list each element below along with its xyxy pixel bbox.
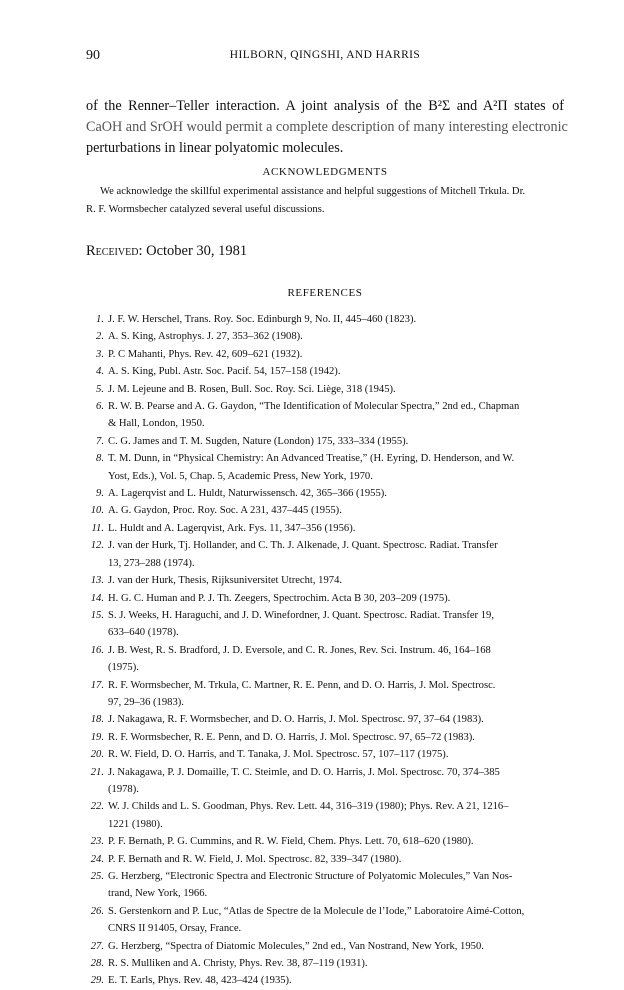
body-line: of the Renner–Teller interaction. A joint analysis of the B²Σ and A²Π states of bbox=[86, 98, 564, 114]
reference-number: 11. bbox=[91, 522, 104, 534]
reference-text-line: S. J. Weeks, H. Haraguchi, and J. D. Winefordner, J. Quant. Spectrosc. Radiat. Transfer 19, bbox=[108, 609, 494, 621]
reference-text-line: J. van der Hurk, Thesis, Rijksuniversitet Utrecht, 1974. bbox=[108, 575, 343, 587]
reference-item bbox=[86, 798, 564, 833]
body-paragraph bbox=[86, 96, 568, 159]
reference-text-line: R. W. Field, D. O. Harris, and T. Tanaka, J. Mol. Spectrosc. 57, 107–117 (1975). bbox=[108, 749, 449, 761]
reference-number: 25. bbox=[90, 871, 104, 882]
reference-item bbox=[86, 485, 564, 502]
reference-item bbox=[86, 381, 564, 398]
reference-number: 3. bbox=[96, 348, 104, 360]
reference-number: 28. bbox=[90, 958, 104, 970]
body-line: CaOH and SrOH would permit a complete description of many interesting electronic bbox=[86, 119, 568, 135]
reference-text-line: (1975). bbox=[108, 662, 139, 674]
reference-number: 20. bbox=[90, 749, 104, 761]
reference-text-line: J. Nakagawa, P. J. Domaille, T. C. Steimle, and D. O. Harris, J. Mol. Spectrosc. 70, 374–385 bbox=[108, 766, 500, 778]
reference-number: 23. bbox=[90, 836, 104, 848]
reference-item bbox=[86, 502, 564, 519]
reference-text-line: E. T. Earls, Phys. Rev. 48, 423–424 (1935). bbox=[108, 975, 292, 987]
reference-item bbox=[86, 833, 564, 850]
reference-number: 24. bbox=[90, 853, 104, 865]
reference-number: 1. bbox=[96, 314, 104, 325]
reference-item bbox=[86, 764, 564, 799]
reference-item bbox=[86, 537, 564, 572]
reference-text-line: J. Nakagawa, R. F. Wormsbecher, and D. O. Harris, J. Mol. Spectrosc. 97, 37–64 (1983). bbox=[108, 714, 484, 726]
reference-text-line: R. F. Wormsbecher, M. Trkula, C. Martner, R. E. Penn, and D. O. Harris, J. Mol. Spectrosc. bbox=[108, 679, 496, 691]
reference-number: 7. bbox=[96, 435, 104, 447]
reference-item bbox=[86, 363, 564, 380]
reference-number: 29. bbox=[90, 975, 104, 987]
reference-number: 4. bbox=[96, 366, 104, 378]
reference-item bbox=[86, 520, 564, 537]
reference-text-line: 1221 (1980). bbox=[108, 818, 163, 830]
reference-text-line: (1978). bbox=[108, 783, 139, 795]
page-header bbox=[86, 48, 564, 68]
ack-line: R. F. Wormsbecher catalyzed several useful discussions. bbox=[86, 203, 325, 215]
ack-line: We acknowledge the skillful experimental assistance and helpful suggestions of Mitchell Trkula. Dr. bbox=[100, 186, 526, 197]
reference-number: 2. bbox=[96, 331, 104, 343]
reference-text-line: W. J. Childs and L. S. Goodman, Phys. Rev. Lett. 44, 316–319 (1980); Phys. Rev. A 21, 1216– bbox=[108, 801, 509, 813]
reference-item bbox=[86, 642, 564, 677]
reference-item bbox=[86, 677, 564, 712]
reference-item bbox=[86, 729, 564, 746]
reference-list bbox=[86, 311, 564, 990]
reference-text-line: P. F. Bernath and R. W. Field, J. Mol. Spectrosc. 82, 339–347 (1980). bbox=[108, 853, 402, 865]
reference-text-line: J. B. West, R. S. Bradford, J. D. Eversole, and C. R. Jones, Rev. Sci. Instrum. 46, 164–168 bbox=[108, 644, 491, 656]
reference-text-line: G. Herzberg, “Spectra of Diatomic Molecules,” 2nd ed., Van Nostrand, New York, 1950. bbox=[108, 940, 484, 952]
reference-number: 8. bbox=[96, 453, 104, 465]
reference-text-line: S. Gerstenkorn and P. Luc, “Atlas de Spectre de la Molecule de l’Iode,” Laboratoire Aimé-Cotton, bbox=[108, 905, 525, 917]
reference-text-line: 13, 273–288 (1974). bbox=[108, 557, 195, 569]
reference-number: 10. bbox=[90, 505, 104, 517]
references-heading: REFERENCES bbox=[287, 287, 363, 299]
reference-text-line: H. G. C. Human and P. J. Th. Zeegers, Spectrochim. Acta B 30, 203–209 (1975). bbox=[108, 592, 451, 604]
reference-item bbox=[86, 972, 564, 989]
reference-item bbox=[86, 450, 564, 485]
reference-item bbox=[86, 311, 564, 328]
reference-item bbox=[86, 433, 564, 450]
reference-text-line: J. van der Hurk, Tj. Hollander, and C. Th. J. Alkenade, J. Quant. Spectrosc. Radiat. Transfer bbox=[108, 540, 498, 552]
reference-item bbox=[86, 868, 564, 903]
reference-number: 14. bbox=[90, 592, 104, 604]
received-date-line bbox=[86, 243, 247, 260]
page-number: 90 bbox=[86, 48, 100, 63]
reference-item bbox=[86, 711, 564, 728]
reference-number: 15. bbox=[90, 609, 104, 621]
reference-text-line: C. G. James and T. M. Sugden, Nature (London) 175, 333–334 (1955). bbox=[108, 435, 409, 447]
reference-text-line: G. Herzberg, “Electronic Spectra and Electronic Structure of Polyatomic Molecules,” Van Nos- bbox=[108, 871, 513, 882]
reference-text-line: J. M. Lejeune and B. Rosen, Bull. Soc. Roy. Sci. Liège, 318 (1945). bbox=[108, 383, 396, 395]
reference-number: 12. bbox=[90, 540, 104, 552]
reference-item bbox=[86, 398, 564, 433]
reference-number: 13. bbox=[90, 575, 104, 587]
reference-number: 9. bbox=[96, 488, 104, 500]
reference-text-line: A. S. King, Astrophys. J. 27, 353–362 (1908). bbox=[108, 331, 303, 343]
reference-number: 21. bbox=[90, 766, 104, 778]
reference-number: 16. bbox=[90, 644, 104, 656]
reference-text-line: & Hall, London, 1950. bbox=[108, 418, 205, 430]
reference-text-line: R. S. Mulliken and A. Christy, Phys. Rev. 38, 87–119 (1931). bbox=[108, 958, 368, 970]
reference-text-line: 97, 29–36 (1983). bbox=[108, 696, 184, 708]
reference-item bbox=[86, 590, 564, 607]
reference-text-line: CNRS II 91405, Orsay, France. bbox=[108, 923, 242, 935]
reference-text-line: A. Lagerqvist and L. Huldt, Naturwissensch. 42, 365–366 (1955). bbox=[108, 488, 387, 500]
reference-number: 22. bbox=[90, 801, 104, 813]
reference-item bbox=[86, 955, 564, 972]
body-line: perturbations in linear polyatomic molecules. bbox=[86, 140, 344, 156]
reference-text-line: A. S. King, Publ. Astr. Soc. Pacif. 54, 157–158 (1942). bbox=[108, 366, 341, 378]
reference-number: 17. bbox=[90, 679, 104, 691]
reference-number: 18. bbox=[90, 714, 104, 726]
reference-item bbox=[86, 903, 564, 938]
reference-item bbox=[86, 607, 564, 642]
reference-number: 6. bbox=[96, 401, 104, 413]
received-label: Received: bbox=[86, 243, 143, 259]
reference-text-line: J. F. W. Herschel, Trans. Roy. Soc. Edinburgh 9, No. II, 445–460 (1823). bbox=[108, 314, 417, 325]
reference-number: 26. bbox=[90, 905, 104, 917]
reference-item bbox=[86, 746, 564, 763]
reference-text-line: Yost, Eds.), Vol. 5, Chap. 5, Academic Press, New York, 1970. bbox=[108, 470, 373, 482]
reference-item bbox=[86, 572, 564, 589]
reference-text-line: L. Huldt and A. Lagerqvist, Ark. Fys. 11, 347–356 (1956). bbox=[108, 522, 356, 534]
reference-text-line: R. F. Wormsbecher, R. E. Penn, and D. O. Harris, J. Mol. Spectrosc. 97, 65–72 (1983). bbox=[108, 731, 475, 743]
reference-text-line: P. F. Bernath, P. G. Cummins, and R. W. Field, Chem. Phys. Lett. 70, 618–620 (1980). bbox=[108, 836, 474, 848]
acknowledgments-heading: ACKNOWLEDGMENTS bbox=[262, 166, 388, 178]
reference-item bbox=[86, 346, 564, 363]
reference-text-line: trand, New York, 1966. bbox=[108, 888, 208, 900]
acknowledgments-text bbox=[86, 183, 564, 218]
reference-text-line: P. C Mahanti, Phys. Rev. 42, 609–621 (1932). bbox=[108, 348, 303, 360]
reference-item bbox=[86, 938, 564, 955]
reference-text-line: R. W. B. Pearse and A. G. Gaydon, “The Identification of Molecular Spectra,” 2nd ed., Chapman bbox=[108, 401, 520, 413]
reference-number: 27. bbox=[90, 940, 104, 952]
running-head: HILBORN, QINGSHI, AND HARRIS bbox=[229, 49, 421, 61]
reference-number: 19. bbox=[90, 731, 104, 743]
reference-number: 5. bbox=[96, 383, 104, 395]
reference-item bbox=[86, 328, 564, 345]
reference-text-line: T. M. Dunn, in “Physical Chemistry: An Advanced Treatise,” (H. Eyring, D. Henderson, and W. bbox=[108, 453, 515, 465]
reference-text-line: A. G. Gaydon, Proc. Roy. Soc. A 231, 437–445 (1955). bbox=[108, 505, 342, 517]
received-date: October 30, 1981 bbox=[146, 243, 248, 259]
reference-text-line: 633–640 (1978). bbox=[108, 627, 179, 639]
reference-item bbox=[86, 851, 564, 868]
